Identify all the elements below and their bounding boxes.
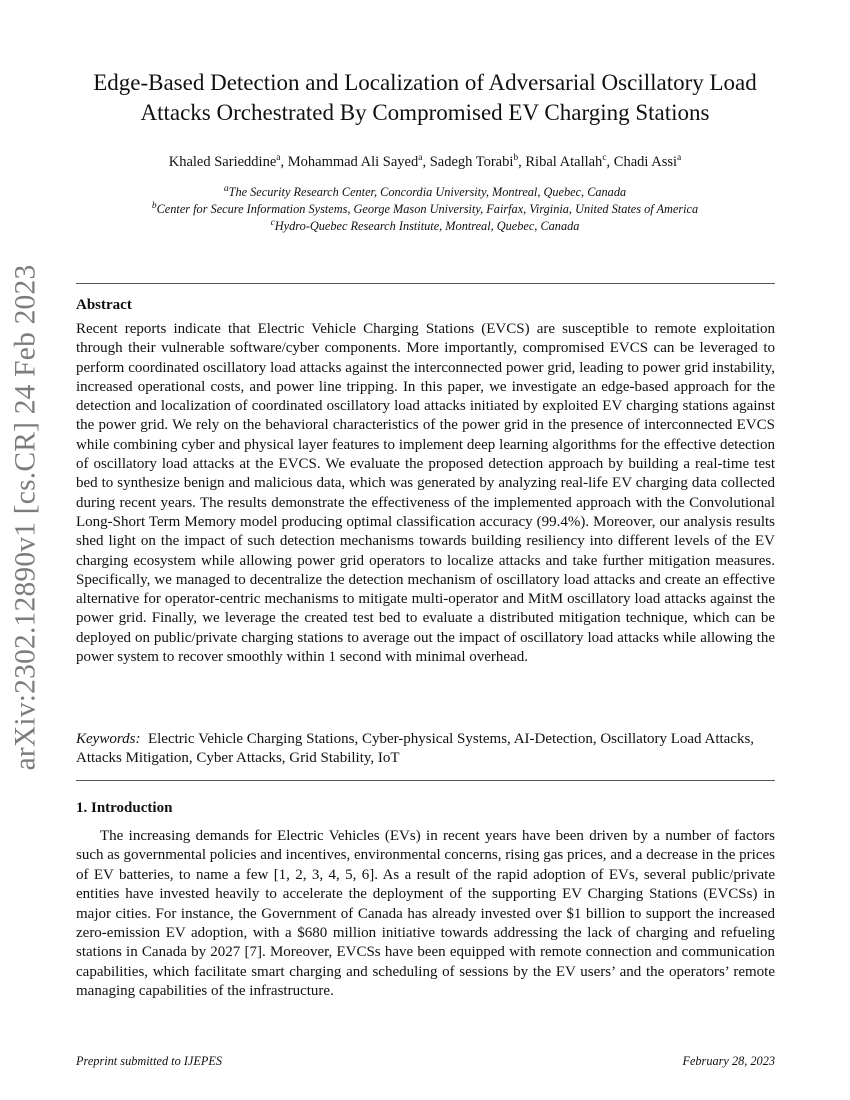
section-heading-introduction: 1. Introduction (76, 800, 173, 816)
affiliation: $^b$Center for Secure Information Systems, George Mason University, Fairfax, Virginia, United States of America (151, 200, 699, 216)
abstract-bottom-rule (76, 780, 775, 781)
abstract-text: Recent reports indicate that Electric Vehicle Charging Stations (EVCS) are susceptible to remote exploitation through their vulnerable software/cyber components. More importantly, compromised EVCS can be leveraged to perform coordinated oscillatory load attacks against the interconnected power grid, leading to power grid instability, increased operational costs, and power line tripping. In this paper, we investigate an edge-based approach for the detection and localization of coordinated oscillatory load attacks initiated by exploited EV charging stations against the power grid. We rely on the behavioral characteristics of the power grid in the presence of interconnected EVCS while combining cyber and physical layer features to implement deep learning algorithms for the effective detection of oscillatory load attacks at the EVCS. We evaluate the proposed detection approach by building a real-time test bed to synthesize benign and malicious data, which was generated by analyzing real-life EV charging data collected during recent years. The results demonstrate the effectiveness of the implemented approach with the Convolutional Long-Short Term Memory model producing optimal classification accuracy (99.4%). Moreover, our analysis results shed light on the impact of such detection mechanisms towards building resiliency into different levels of the EV charging ecosystem while allowing power grid operators to localize attacks and take further mitigation measures. Specifically, we managed to decentralize the detection mechanism of oscillatory load attacks and create an effective alternative for operator-centric mechanisms to mitigate multi-operator and MitM oscillatory load attacks against the power grid. Finally, we leverage the created test bed to evaluate a distributed mitigation technique, which can be deployed on public/private charging stations to average out the impact of oscillatory load attacks while allowing the power system to recover smoothly within 1 second with minimal overhead. (76, 321, 775, 666)
arxiv-stamp (4, 252, 48, 782)
abstract-top-rule (76, 283, 775, 284)
author: Sadegh Torabi$^b$ (429, 153, 519, 170)
affiliation: $^a$The Security Research Center, Concordia University, Montreal, Quebec, Canada (223, 183, 627, 199)
affiliation: $^c$Hydro-Quebec Research Institute, Montreal, Quebec, Canada (270, 217, 580, 233)
author: Khaled Sarieddine$^a$ (168, 153, 281, 170)
author: Mohammad Ali Sayed$^a$ (287, 153, 423, 170)
keywords (76, 730, 775, 769)
keywords-label: Keywords: (76, 731, 141, 747)
author: Ribal Atallah$^c$ (525, 153, 607, 170)
arxiv-identifier: arXiv:2302.12890v1 [cs.CR] 24 Feb 2023 (9, 264, 42, 770)
footer-date: February 28, 2023 (682, 1054, 775, 1068)
affiliation-list (60, 184, 790, 235)
author-list: Khaled Sarieddine$^a$, Mohammad Ali Sayed$^a$, Sadegh Torabi$^b$, Ribal Atallah$^c$, Chadi Assi$^a$ (168, 153, 682, 170)
footer-preprint-note: Preprint submitted to IJEPES (76, 1054, 223, 1068)
keywords-text: Electric Vehicle Charging Stations, Cyber-physical Systems, AI-Detection, Oscillatory Load Attacks, Attacks Mitigation, Cyber Attacks, Grid Stability, IoT (76, 731, 755, 767)
introduction-paragraph: The increasing demands for Electric Vehicles (EVs) in recent years have been driven by a number of factors such as governmental policies and incentives, environmental concerns, rising gas prices, and a decrease in the prices of EV batteries, to name a few [1, 2, 3, 4, 5, 6]. As a result of the rapid adoption of EVs, several public/private entities have invested heavily to accelerate the deployment of the supporting EV Charging Stations (EVCSs) in major cities. For instance, the Government of Canada has already invested over $1 billion to support the increased zero-emission EV adoption, with a $680 million initiative towards addressing the lack of charging and refueling stations in Canada by 2027 [7]. Moreover, EVCSs have been equipped with remote connection and communication capabilities, which facilitate smart charging and scheduling of sessions by the EV users’ and the operators’ remote managing capabilities of the infrastructure. (76, 828, 775, 1000)
paper-title: Edge-Based Detection and Localization of Adversarial Oscillatory Load Attacks Orchestrated By Compromised EV Charging Stations (93, 70, 757, 125)
author: Chadi Assi$^a$ (613, 153, 682, 170)
abstract-heading: Abstract (76, 297, 132, 313)
